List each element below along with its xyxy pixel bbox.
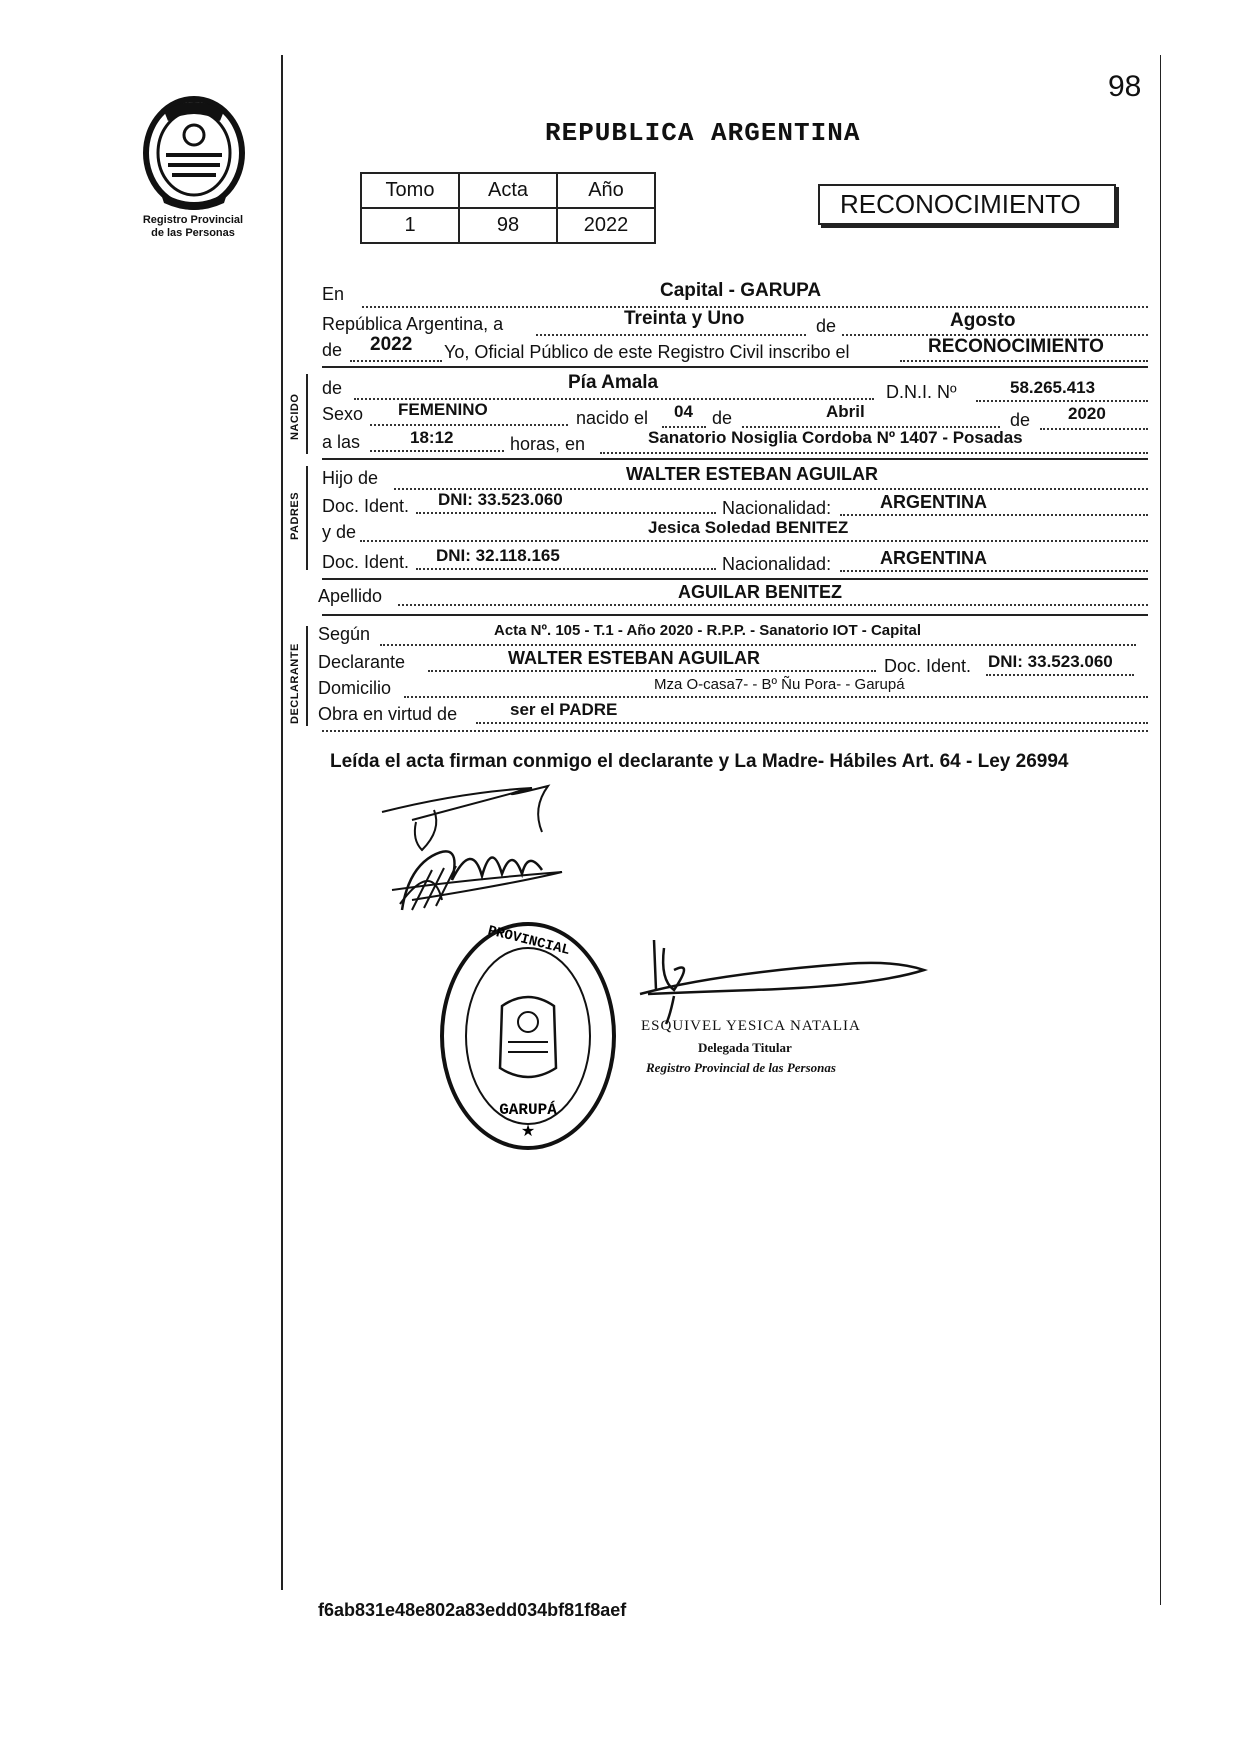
dotted-line (986, 674, 1134, 676)
mother-doc-label: Doc. Ident. (322, 552, 410, 572)
year-prefix: de (322, 340, 343, 360)
surname: AGUILAR BENITEZ (678, 582, 842, 602)
dotted-line (404, 696, 1148, 698)
apellido-label: Apellido (318, 586, 383, 606)
dotted-line (536, 334, 806, 336)
segun-label: Según (318, 624, 371, 644)
dotted-line (370, 450, 504, 452)
horas-label: horas, en (510, 434, 586, 454)
official-stamp (436, 918, 620, 1154)
sexo-value: FEMENINO (398, 400, 488, 419)
dotted-line (350, 360, 442, 362)
section-divider (322, 614, 1148, 616)
label-nacido: NACIDO (289, 393, 301, 440)
mother-nationality: ARGENTINA (880, 548, 987, 568)
birth-time: 18:12 (410, 428, 454, 447)
header-tomo: Tomo (361, 173, 459, 208)
dotted-line (322, 730, 1148, 732)
seal-caption (128, 214, 258, 240)
header-acta: Acta (459, 173, 557, 208)
act-value: RECONOCIMIENTO (928, 336, 1104, 357)
declarante-doc: DNI: 33.523.060 (988, 652, 1113, 671)
row-republica (322, 314, 503, 335)
month-value: Agosto (950, 310, 1016, 331)
dotted-line (840, 514, 1148, 516)
dotted-line (416, 512, 716, 514)
stamp-location: GARUPÁ (499, 1101, 557, 1119)
right-margin-line (1160, 55, 1161, 1605)
dotted-line (398, 604, 1148, 606)
mother-doc: DNI: 32.118.165 (436, 546, 560, 565)
de3-label: de (1010, 410, 1031, 430)
label-padres: PADRES (289, 491, 301, 540)
left-margin-line (281, 55, 283, 1590)
obra-label: Obra en virtud de (318, 704, 458, 724)
father-nationality: ARGENTINA (880, 492, 987, 512)
child-label: de (322, 378, 343, 398)
de-label: de (816, 316, 837, 336)
seal-caption-line2: de las Personas (151, 227, 235, 239)
label-declarante: DECLARANTE (289, 643, 301, 724)
de2-label: de (712, 408, 733, 428)
dotted-line (900, 360, 1148, 362)
declarante-label: Declarante (318, 652, 406, 672)
nacido-label: nacido el (576, 408, 649, 428)
birth-month: Abril (826, 402, 865, 421)
domicilio-label: Domicilio (318, 678, 392, 698)
domicilio-value: Mza O-casa7- - Bº Ñu Pora- - Garupá (654, 676, 905, 693)
document-type-box: RECONOCIMIENTO (818, 184, 1116, 225)
row-year (322, 340, 342, 361)
provincial-seal-emblem (138, 95, 250, 213)
alas-label: a las (322, 432, 361, 452)
dotted-line (370, 424, 568, 426)
mother-nationality-label: Nacionalidad: (722, 554, 832, 574)
en-label: En (322, 284, 345, 304)
yde-label: y de (322, 522, 357, 542)
section-bar (306, 466, 308, 570)
header-ano: Año (557, 173, 655, 208)
sexo-label: Sexo (322, 404, 364, 424)
dotted-line (380, 644, 1136, 646)
svg-text:★: ★ (520, 1123, 536, 1140)
father-doc: DNI: 33.523.060 (438, 490, 563, 509)
dotted-line (416, 568, 716, 570)
row-en (322, 284, 344, 305)
section-divider (322, 366, 1148, 368)
value-tomo: 1 (361, 208, 459, 243)
official-name: ESQUIVEL YESICA NATALIA (641, 1018, 861, 1034)
dotted-line (360, 540, 1148, 542)
section-divider (322, 578, 1148, 580)
republica-label: República Argentina, a (322, 314, 504, 334)
birth-place: Sanatorio Nosiglia Cordoba Nº 1407 - Posadas (648, 428, 1023, 447)
father-name: WALTER ESTEBAN AGUILAR (626, 464, 878, 484)
registry-header-row (361, 173, 655, 208)
father-doc-label: Doc. Ident. (322, 496, 410, 516)
seal-caption-line1: Registro Provincial (142, 214, 244, 226)
declarant-signature (372, 780, 602, 920)
obra-value: ser el PADRE (510, 700, 618, 719)
closing-statement: Leída el acta firman conmigo el declarante y La Madre- Hábiles Art. 64 - Ley 26994 (330, 751, 1069, 772)
registry-table (360, 172, 656, 244)
dotted-line (1040, 428, 1148, 430)
official-role: Delegada Titular (698, 1040, 792, 1055)
declarante-name: WALTER ESTEBAN AGUILAR (508, 648, 760, 668)
declarante-doc-label: Doc. Ident. (884, 656, 972, 676)
birth-day: 04 (674, 402, 693, 421)
section-bar (306, 374, 308, 454)
document-hash: f6ab831e48e802a83edd034bf81f8aef (318, 1600, 627, 1620)
dotted-line (428, 670, 876, 672)
svg-text:PROVINCIAL: PROVINCIAL (486, 923, 572, 960)
father-nationality-label: Nacionalidad: (722, 498, 832, 518)
official-signature (634, 930, 934, 1030)
dotted-line (600, 452, 1148, 454)
value-acta: 98 (459, 208, 557, 243)
page-number: 98 (1108, 70, 1142, 103)
hijo-label: Hijo de (322, 468, 379, 488)
child-dni: 58.265.413 (1010, 378, 1096, 397)
country-title: REPUBLICA ARGENTINA (545, 118, 861, 148)
day-value: Treinta y Uno (624, 308, 745, 329)
dotted-line (476, 722, 1148, 724)
dotted-line (840, 570, 1148, 572)
child-name: Pía Amala (568, 372, 659, 393)
year-value: 2022 (370, 334, 413, 355)
segun-value: Acta Nº. 105 - T.1 - Año 2020 - R.P.P. - Sanatorio IOT - Capital (494, 622, 921, 639)
official-organization: Registro Provincial de las Personas (646, 1060, 836, 1075)
birth-year: 2020 (1068, 404, 1106, 423)
section-divider (322, 458, 1148, 460)
dotted-line (362, 306, 1148, 308)
dni-label: D.N.I. Nº (886, 382, 957, 402)
mother-name: Jesica Soledad BENITEZ (648, 518, 849, 537)
section-bar (306, 626, 308, 726)
place-value: Capital - GARUPA (660, 280, 822, 301)
officer-text: Yo, Oficial Público de este Registro Civil inscribo el (444, 342, 850, 362)
registry-value-row (361, 208, 655, 243)
dotted-line (976, 400, 1148, 402)
value-ano: 2022 (557, 208, 655, 243)
